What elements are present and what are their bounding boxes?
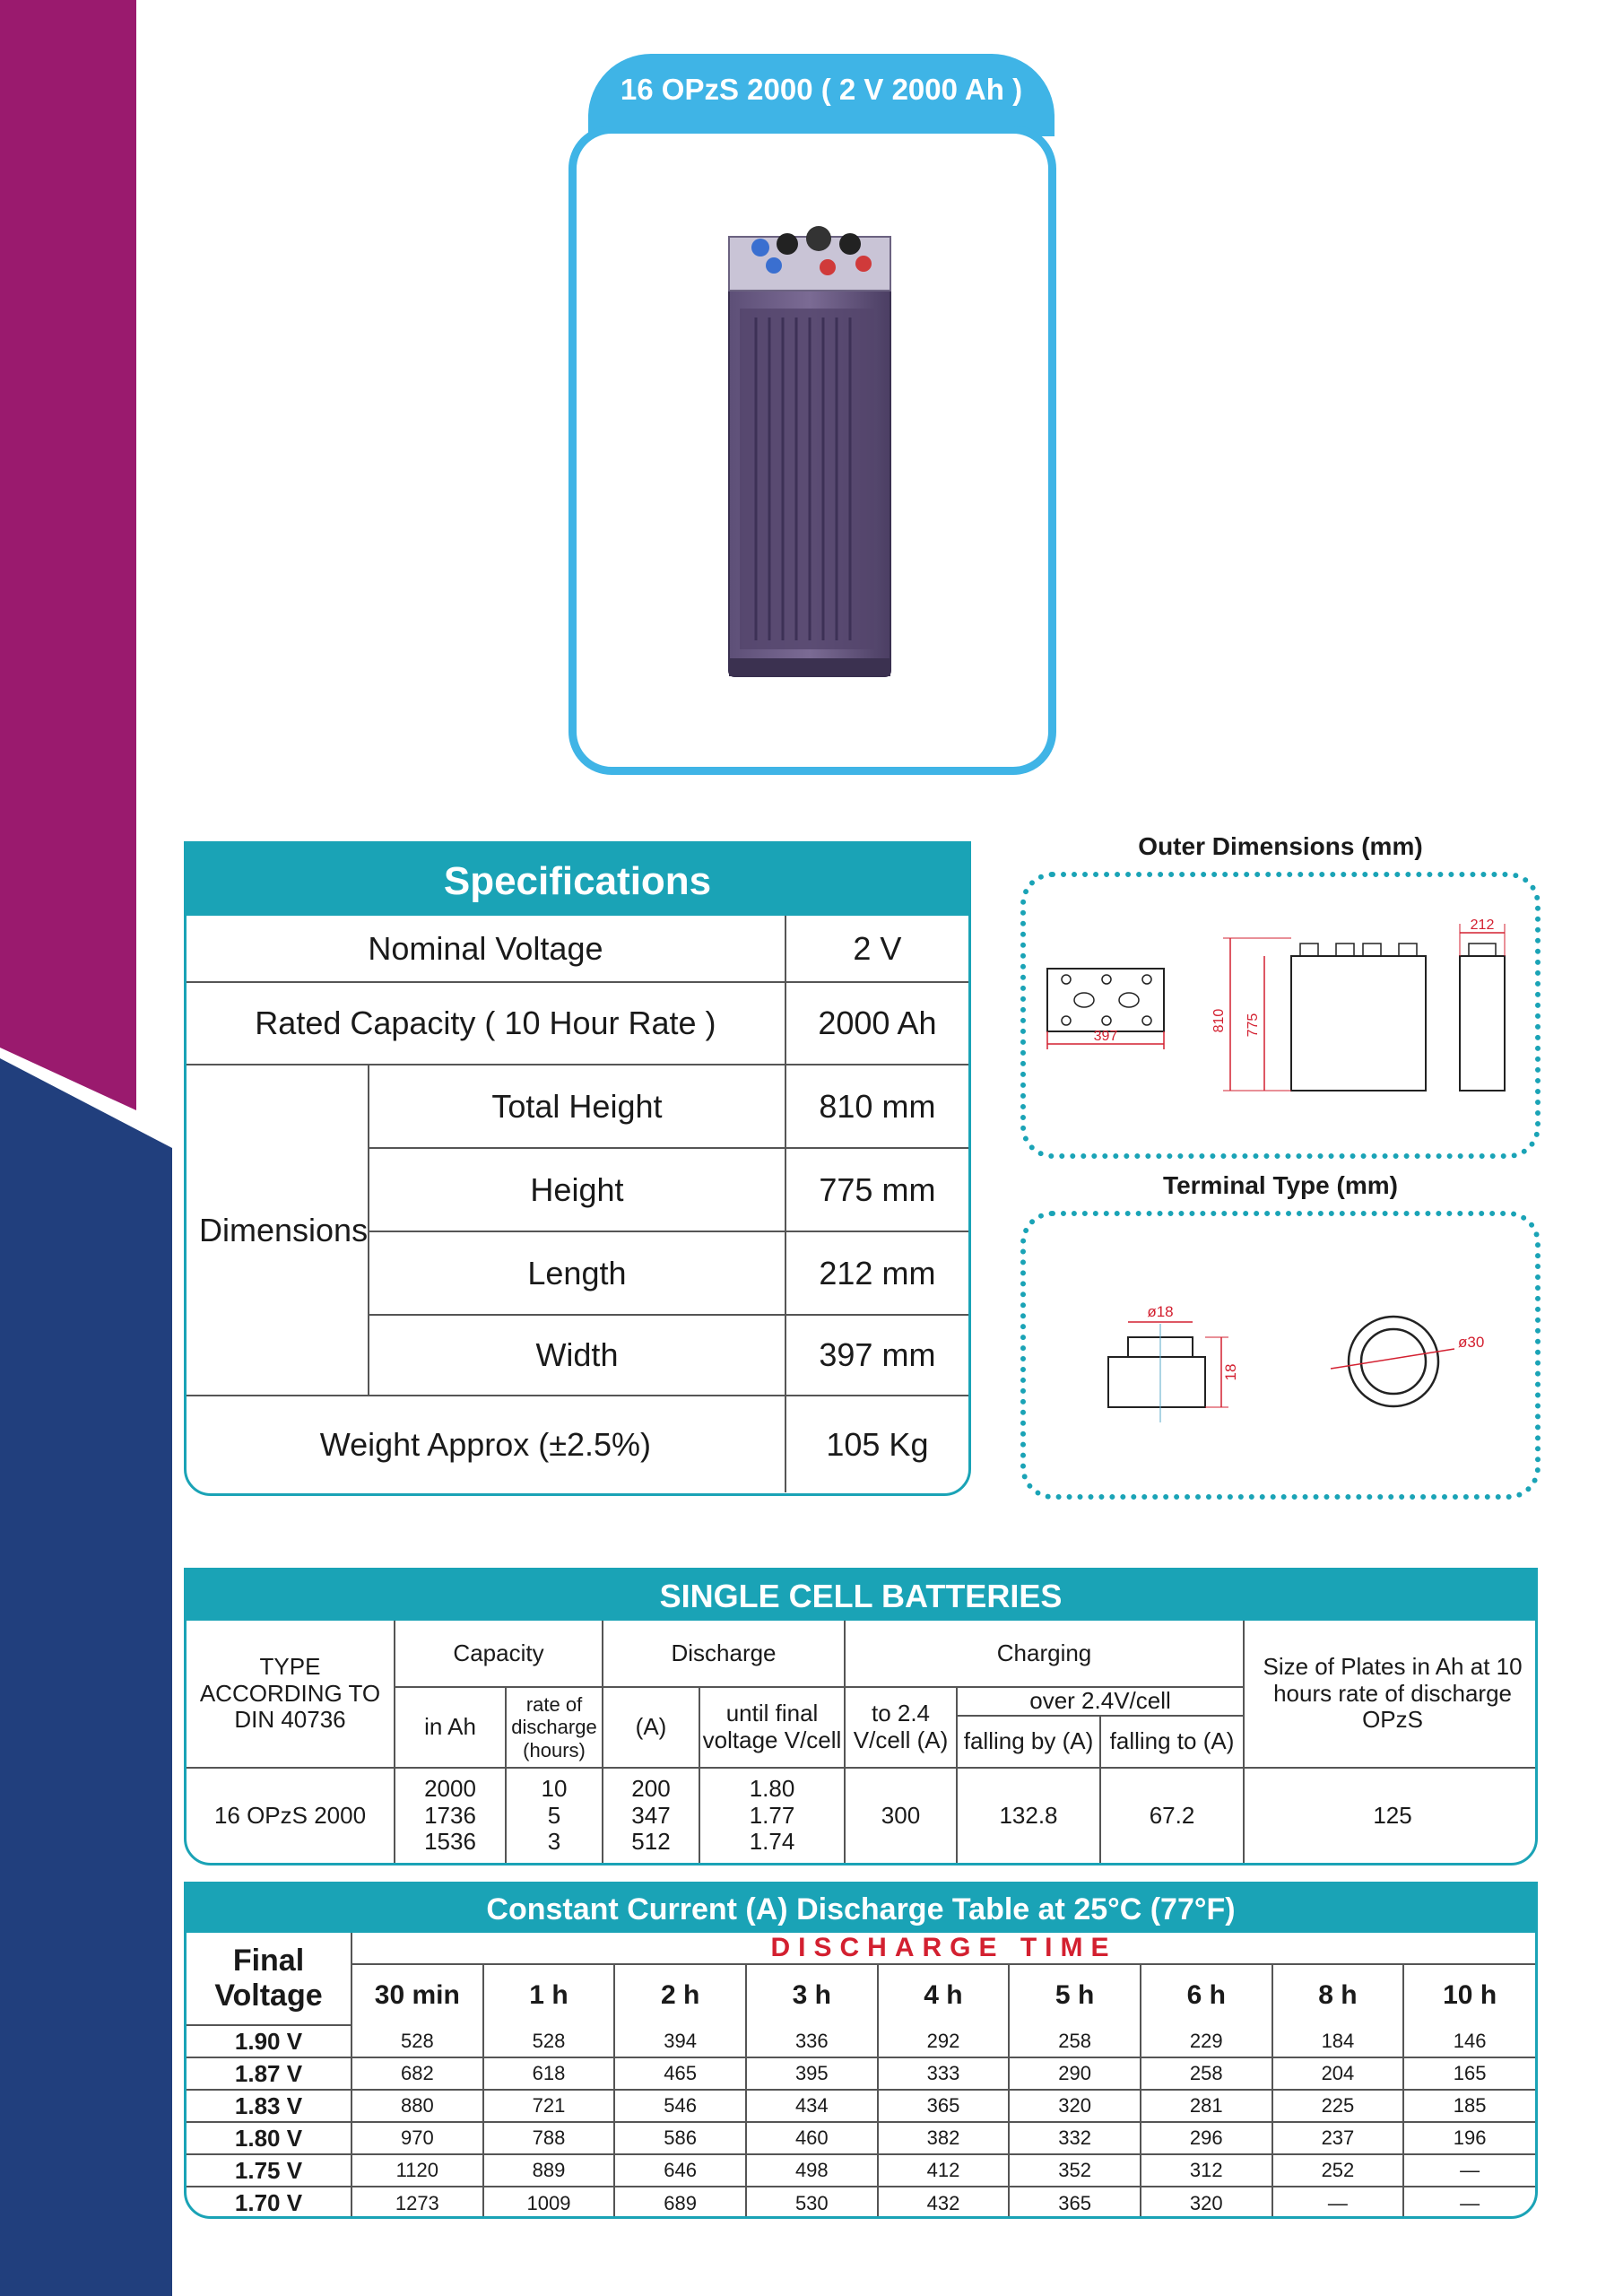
- terminal-type-drawing: [1026, 1216, 1537, 1496]
- width-value: 397 mm: [785, 1315, 968, 1396]
- discharge-value-cell: 434: [746, 2090, 878, 2122]
- discharge-value-cell: 281: [1141, 2090, 1272, 2122]
- discharge-value-cell: 204: [1272, 2057, 1404, 2090]
- capacity-rate: rate of discharge (hours): [506, 1687, 603, 1768]
- discharge-value-cell: 237: [1272, 2122, 1404, 2154]
- charging-header: Charging: [845, 1621, 1244, 1687]
- discharge-value-cell: 1273: [352, 2187, 483, 2219]
- rate-values: [506, 1768, 603, 1863]
- terminal-type-title: Terminal Type (mm): [1163, 1171, 1398, 1199]
- discharge-value-cell: —: [1272, 2187, 1404, 2219]
- discharge-value-cell: 1009: [483, 2187, 615, 2219]
- discharge-col-header: 2 h: [614, 1964, 746, 2025]
- product-title-tab: [588, 54, 1055, 136]
- discharge-value-cell: 185: [1403, 2090, 1535, 2122]
- discharge-value-cell: 395: [746, 2057, 878, 2090]
- discharge-value-cell: 394: [614, 2025, 746, 2057]
- falling-to-value: 67.2: [1100, 1768, 1244, 1863]
- discharge-value-cell: —: [1403, 2154, 1535, 2187]
- terminal-type-diagram: [1020, 1211, 1541, 1500]
- table-row: [187, 2187, 1535, 2219]
- discharge-value-cell: 146: [1403, 2025, 1535, 2057]
- outer-total-height-dim: 810: [1211, 1008, 1227, 1033]
- discharge-value: 512: [631, 1828, 671, 1856]
- discharge-col-header: 1 h: [483, 1964, 615, 2025]
- discharge-col-header: 30 min: [352, 1964, 483, 2025]
- discharge-value-cell: 465: [614, 2057, 746, 2090]
- discharge-value-cell: 528: [352, 2025, 483, 2057]
- rated-capacity-value: 2000 Ah: [785, 982, 968, 1065]
- discharge-value-cell: 333: [878, 2057, 1010, 2090]
- charging-falling-to: falling to (A): [1100, 1716, 1244, 1768]
- discharge-a: (A): [603, 1687, 699, 1768]
- voltage-value: 1.77: [749, 1801, 795, 1829]
- final-voltage-cell: 1.80 V: [187, 2122, 352, 2154]
- capacity-header: Capacity: [395, 1621, 603, 1687]
- discharge-value-cell: 258: [1009, 2025, 1141, 2057]
- dimensions-label: Dimensions: [187, 1065, 369, 1396]
- discharge-value-cell: 412: [878, 2154, 1010, 2187]
- discharge-value-cell: 252: [1272, 2154, 1404, 2187]
- discharge-value-cell: 229: [1141, 2025, 1272, 2057]
- outer-width-dim: 397: [1093, 1029, 1118, 1044]
- nominal-voltage-value: 2 V: [785, 916, 968, 982]
- discharge-value-cell: —: [1403, 2187, 1535, 2219]
- table-row: [187, 2122, 1535, 2154]
- discharge-time-label: DISCHARGE TIME: [352, 1933, 1535, 1964]
- discharge-value-cell: 618: [483, 2057, 615, 2090]
- battery-image: [720, 219, 917, 685]
- falling-by-value: 132.8: [957, 1768, 1100, 1863]
- discharge-value-cell: 292: [878, 2025, 1010, 2057]
- discharge-until: until final voltage V/cell: [699, 1687, 845, 1768]
- discharge-grid: [187, 1933, 1535, 2219]
- voltage-values: [699, 1768, 845, 1863]
- charging-over: over 2.4V/cell: [957, 1687, 1244, 1716]
- single-cell-header: SINGLE CELL BATTERIES: [187, 1570, 1535, 1621]
- discharge-value-cell: 546: [614, 2090, 746, 2122]
- discharge-header: Discharge: [603, 1621, 845, 1687]
- discharge-value-cell: 880: [352, 2090, 483, 2122]
- discharge-value-cell: 689: [614, 2187, 746, 2219]
- total-height-value: 810 mm: [785, 1065, 968, 1148]
- nominal-voltage-label: Nominal Voltage: [187, 916, 785, 982]
- rated-capacity-label: Rated Capacity ( 10 Hour Rate ): [187, 982, 785, 1065]
- discharge-value-cell: 889: [483, 2154, 615, 2187]
- terminal-outer-diameter-dim: ø30: [1458, 1334, 1485, 1351]
- discharge-value-cell: 586: [614, 2122, 746, 2154]
- outer-height-dim: 775: [1245, 1013, 1261, 1038]
- discharge-value-cell: 312: [1141, 2154, 1272, 2187]
- plates-header: Size of Plates in Ah at 10 hours rate of discharge OPzS: [1244, 1621, 1538, 1768]
- final-voltage-cell: 1.90 V: [187, 2025, 352, 2057]
- outer-dimensions-drawing: [1026, 877, 1537, 1155]
- discharge-value-cell: 336: [746, 2025, 878, 2057]
- discharge-table-header: Constant Current (A) Discharge Table at 25°C (77°F): [187, 1884, 1535, 1933]
- terminal-height-dim: 18: [1222, 1363, 1239, 1381]
- table-row: [187, 2154, 1535, 2187]
- single-cell-batteries-table: [184, 1568, 1538, 1866]
- discharge-value-cell: 258: [1141, 2057, 1272, 2090]
- total-height-label: Total Height: [369, 1065, 785, 1148]
- final-voltage-header: Final Voltage: [187, 1933, 352, 2025]
- discharge-value: 200: [631, 1774, 671, 1802]
- table-row: [187, 2025, 1535, 2057]
- discharge-value-cell: 460: [746, 2122, 878, 2154]
- discharge-value-cell: 365: [1009, 2187, 1141, 2219]
- discharge-table: [184, 1882, 1538, 2219]
- height-value: 775 mm: [785, 1148, 968, 1231]
- rate-value: 5: [547, 1801, 561, 1829]
- height-label: Height: [369, 1148, 785, 1231]
- specifications-header: Specifications: [187, 844, 968, 916]
- table-row: [187, 2057, 1535, 2090]
- discharge-value-cell: 365: [878, 2090, 1010, 2122]
- type-value: 16 OPzS 2000: [187, 1768, 395, 1863]
- rate-value: 3: [547, 1828, 561, 1856]
- outer-dimensions-diagram: [1020, 872, 1541, 1159]
- discharge-value-cell: 296: [1141, 2122, 1272, 2154]
- plates-value: 125: [1244, 1768, 1538, 1863]
- discharge-col-header: 6 h: [1141, 1964, 1272, 2025]
- discharge-value-cell: 721: [483, 2090, 615, 2122]
- length-value: 212 mm: [785, 1231, 968, 1315]
- width-label: Width: [369, 1315, 785, 1396]
- single-cell-grid: [187, 1621, 1538, 1863]
- discharge-value-cell: 646: [614, 2154, 746, 2187]
- discharge-columns-row: [187, 1964, 1535, 2025]
- final-voltage-cell: 1.75 V: [187, 2154, 352, 2187]
- voltage-value: 1.80: [749, 1774, 795, 1802]
- discharge-value-cell: 432: [878, 2187, 1010, 2219]
- outer-length-dim: 212: [1470, 918, 1495, 933]
- rate-value: 10: [541, 1774, 568, 1802]
- discharge-value-cell: 682: [352, 2057, 483, 2090]
- final-voltage-cell: 1.70 V: [187, 2187, 352, 2219]
- weight-label: Weight Approx (±2.5%): [187, 1396, 785, 1492]
- discharge-col-header: 4 h: [878, 1964, 1010, 2025]
- product-image-frame: [568, 126, 1056, 775]
- charging-to: to 2.4 V/cell (A): [845, 1687, 957, 1768]
- voltage-value: 1.74: [749, 1828, 795, 1856]
- final-voltage-cell: 1.83 V: [187, 2090, 352, 2122]
- charging-to-value: 300: [845, 1768, 957, 1863]
- discharge-value-cell: 225: [1272, 2090, 1404, 2122]
- table-row: [187, 2090, 1535, 2122]
- discharge-values: [603, 1768, 699, 1863]
- side-decoration: [0, 0, 179, 2296]
- discharge-value-cell: 352: [1009, 2154, 1141, 2187]
- discharge-value-cell: 320: [1141, 2187, 1272, 2219]
- discharge-col-header: 8 h: [1272, 1964, 1404, 2025]
- discharge-value-cell: 530: [746, 2187, 878, 2219]
- terminal-diameter-dim: ø18: [1147, 1303, 1174, 1320]
- outer-dimensions-title: Outer Dimensions (mm): [1138, 832, 1423, 860]
- discharge-value-cell: 196: [1403, 2122, 1535, 2154]
- specifications-table: [184, 841, 971, 1496]
- discharge-value-cell: 970: [352, 2122, 483, 2154]
- discharge-value-cell: 498: [746, 2154, 878, 2187]
- discharge-col-header: 3 h: [746, 1964, 878, 2025]
- specifications-grid: [187, 916, 968, 1492]
- discharge-value-cell: 1120: [352, 2154, 483, 2187]
- discharge-rows: [187, 2025, 1535, 2219]
- discharge-value-cell: 184: [1272, 2025, 1404, 2057]
- discharge-col-header: 5 h: [1009, 1964, 1141, 2025]
- capacity-value: 1736: [424, 1801, 476, 1829]
- final-voltage-cell: 1.87 V: [187, 2057, 352, 2090]
- discharge-value-cell: 788: [483, 2122, 615, 2154]
- capacity-in-ah: in Ah: [395, 1687, 506, 1768]
- capacity-values: [395, 1768, 506, 1863]
- charging-falling-by: falling by (A): [957, 1716, 1100, 1768]
- product-title: 16 OPzS 2000 ( 2 V 2000 Ah ): [620, 73, 1023, 106]
- weight-value: 105 Kg: [785, 1396, 968, 1492]
- discharge-value-cell: 528: [483, 2025, 615, 2057]
- discharge-value-cell: 165: [1403, 2057, 1535, 2090]
- capacity-value: 1536: [424, 1828, 476, 1856]
- discharge-value-cell: 382: [878, 2122, 1010, 2154]
- type-header: TYPE ACCORDING TO DIN 40736: [187, 1621, 395, 1768]
- discharge-col-header: 10 h: [1403, 1964, 1535, 2025]
- discharge-value-cell: 320: [1009, 2090, 1141, 2122]
- length-label: Length: [369, 1231, 785, 1315]
- discharge-value: 347: [631, 1801, 671, 1829]
- discharge-value-cell: 290: [1009, 2057, 1141, 2090]
- capacity-value: 2000: [424, 1774, 476, 1802]
- discharge-value-cell: 332: [1009, 2122, 1141, 2154]
